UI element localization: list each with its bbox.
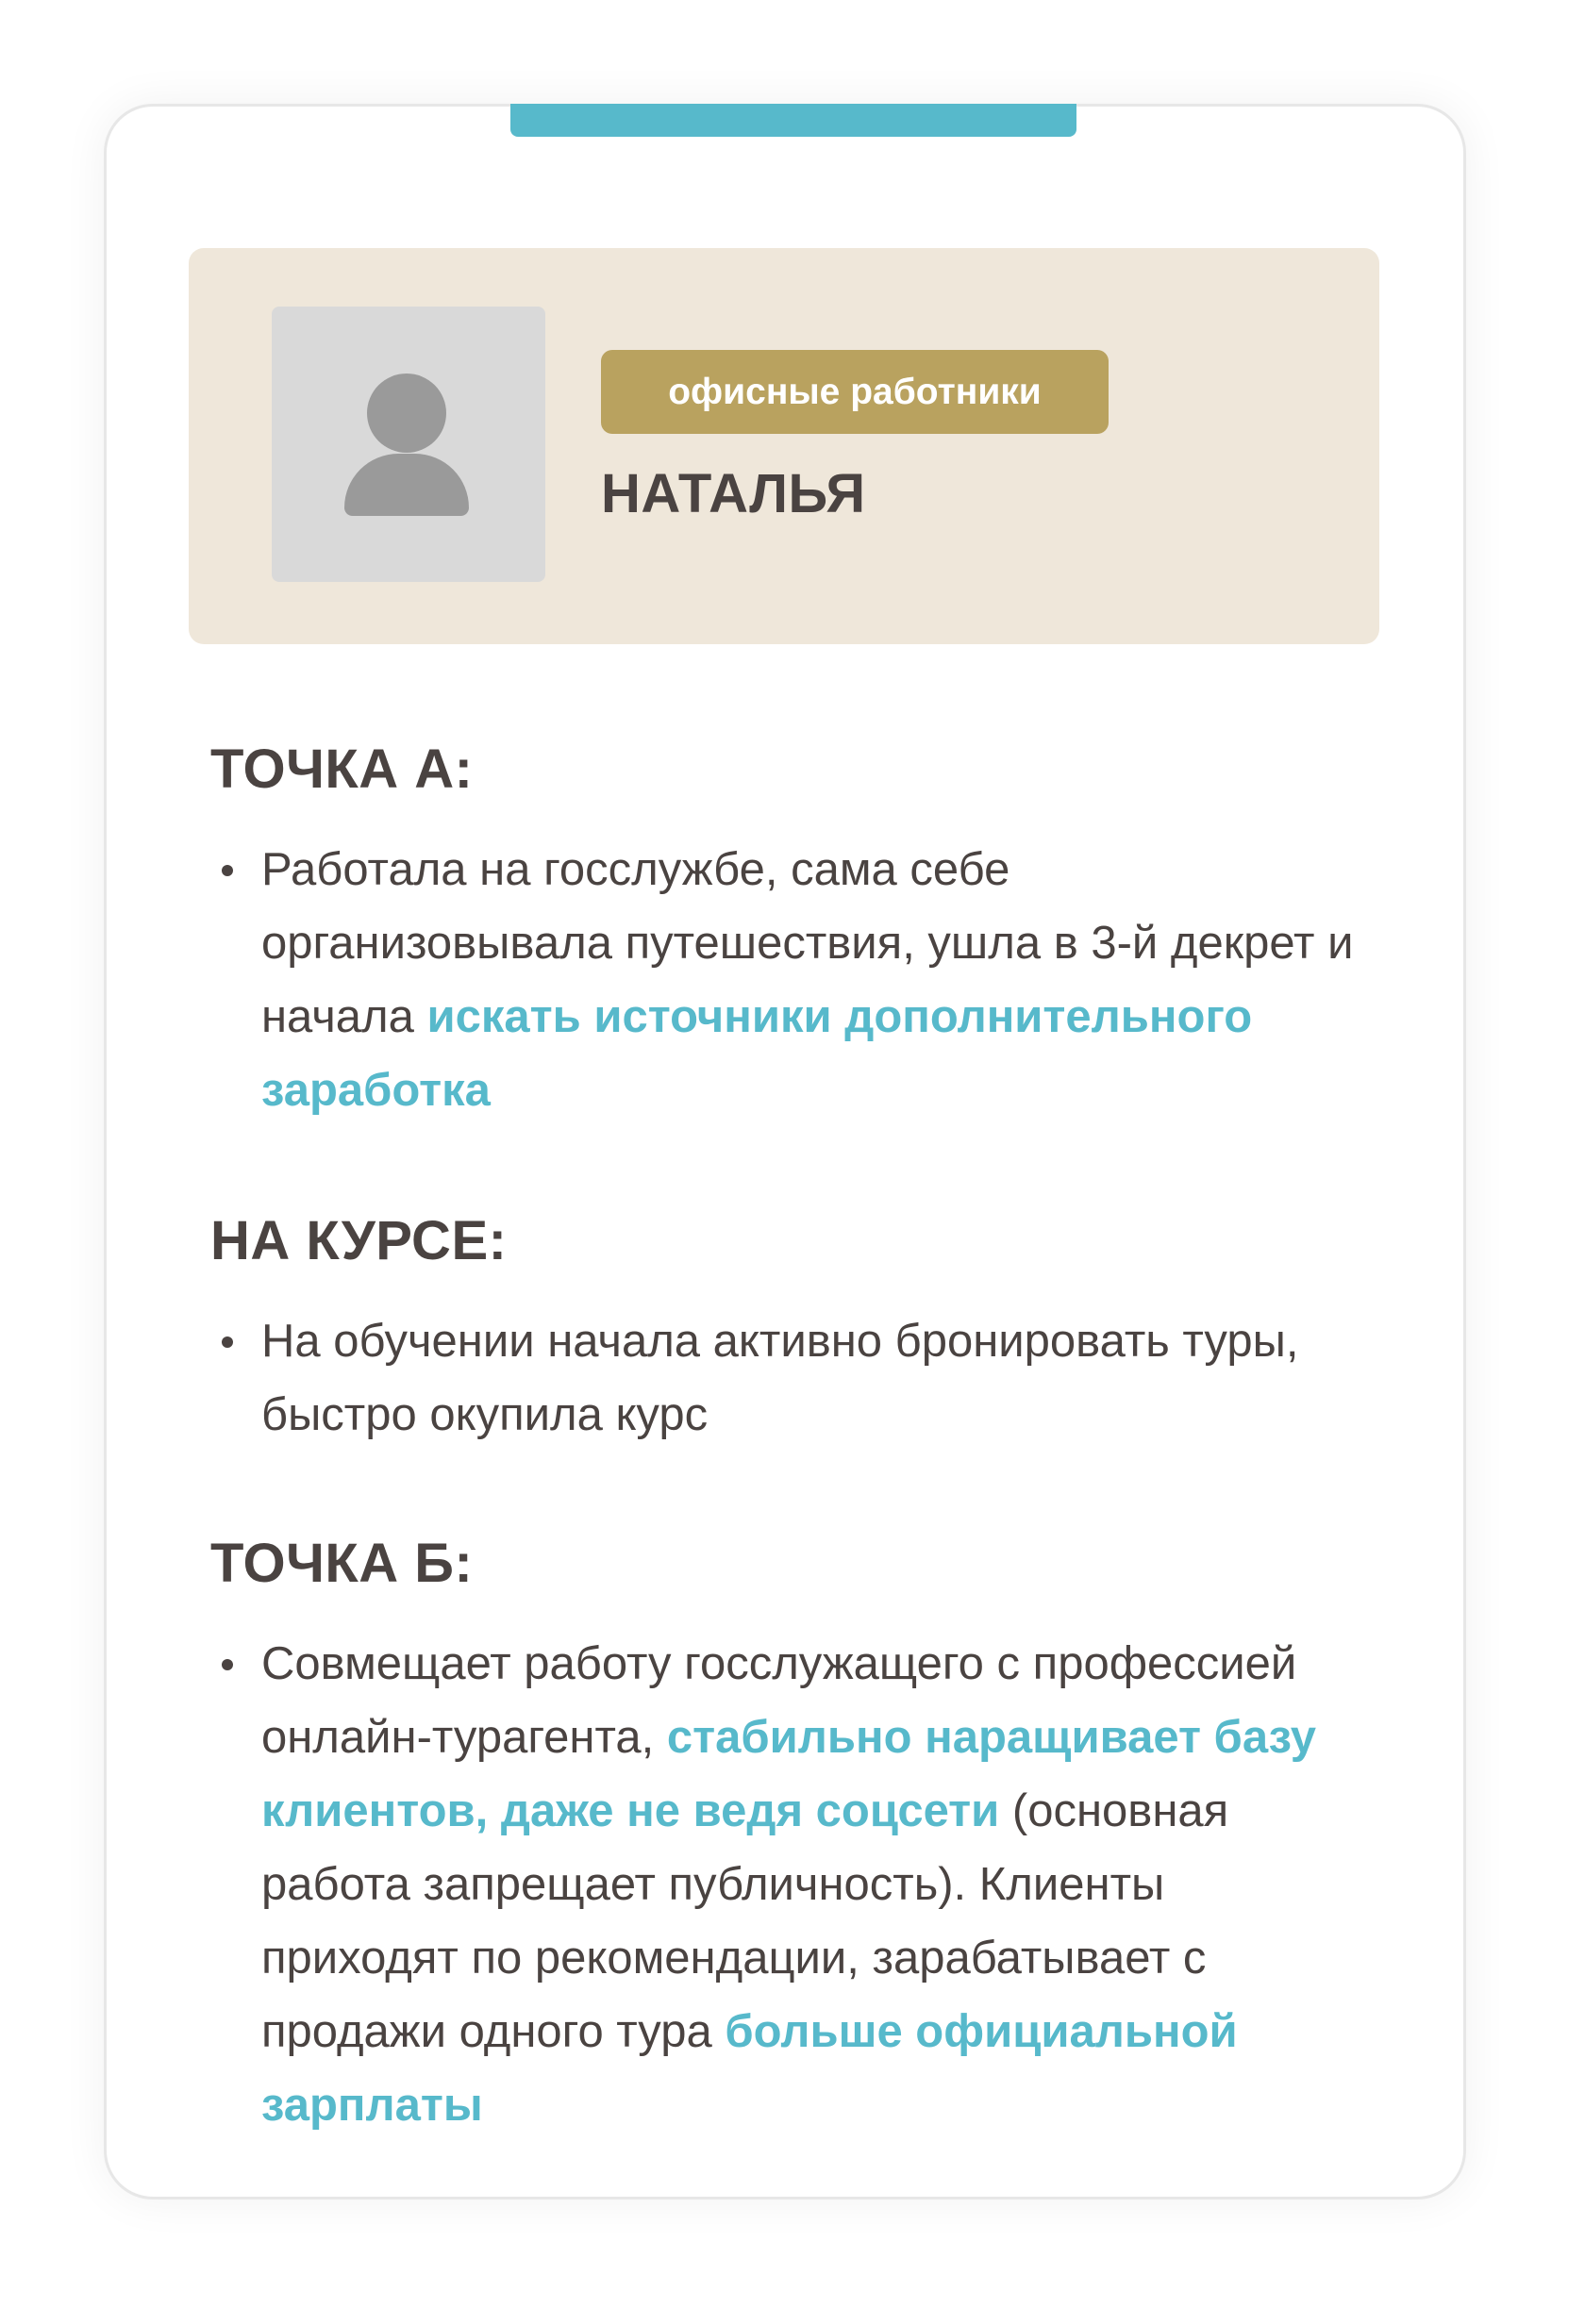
on-course-list bbox=[210, 1304, 1371, 1452]
item-highlight: стабильно наращивает базу клиентов, даже не ведя соцсети bbox=[261, 1712, 1317, 1836]
list-item bbox=[210, 1627, 1371, 2142]
bullet-icon bbox=[222, 1659, 233, 1670]
section-title-point-b: ТОЧКА Б: bbox=[210, 1533, 474, 1594]
bullet-icon bbox=[222, 865, 233, 876]
item-text: Совмещает работу госслужащего с профессией онлайн-турагента, bbox=[261, 1638, 1297, 1763]
point-b-list bbox=[210, 1627, 1371, 2142]
top-accent-bar bbox=[510, 104, 1076, 137]
item-text: Работала на госслужбе, сама себе организовывала путешествия, ушла в 3-й декрет и начала bbox=[261, 844, 1354, 1042]
avatar-head-shape bbox=[367, 374, 446, 453]
avatar-body-shape bbox=[344, 454, 469, 516]
case-card bbox=[104, 104, 1466, 2200]
category-badge: офисные работники bbox=[601, 350, 1109, 434]
list-item bbox=[210, 833, 1371, 1127]
item-text: (основная работа запрещает публичность). Клиенты приходят по рекомендации, зарабатывает с продажи одного тура bbox=[261, 1785, 1229, 2057]
profile-header bbox=[189, 248, 1379, 644]
item-highlight: искать источники дополнительного заработка bbox=[261, 991, 1253, 1116]
item-highlight: больше официальной зарплаты bbox=[261, 2006, 1238, 2131]
item-text: На обучении начала активно бронировать туры, быстро окупила курс bbox=[261, 1316, 1299, 1440]
section-title-on-course: НА КУРСЕ: bbox=[210, 1210, 508, 1271]
list-item bbox=[210, 1304, 1371, 1452]
user-avatar-icon bbox=[272, 307, 545, 582]
person-name: НАТАЛЬЯ bbox=[601, 463, 866, 524]
point-a-list bbox=[210, 833, 1371, 1127]
section-title-point-a: ТОЧКА А: bbox=[210, 739, 474, 800]
bullet-icon bbox=[222, 1336, 233, 1348]
